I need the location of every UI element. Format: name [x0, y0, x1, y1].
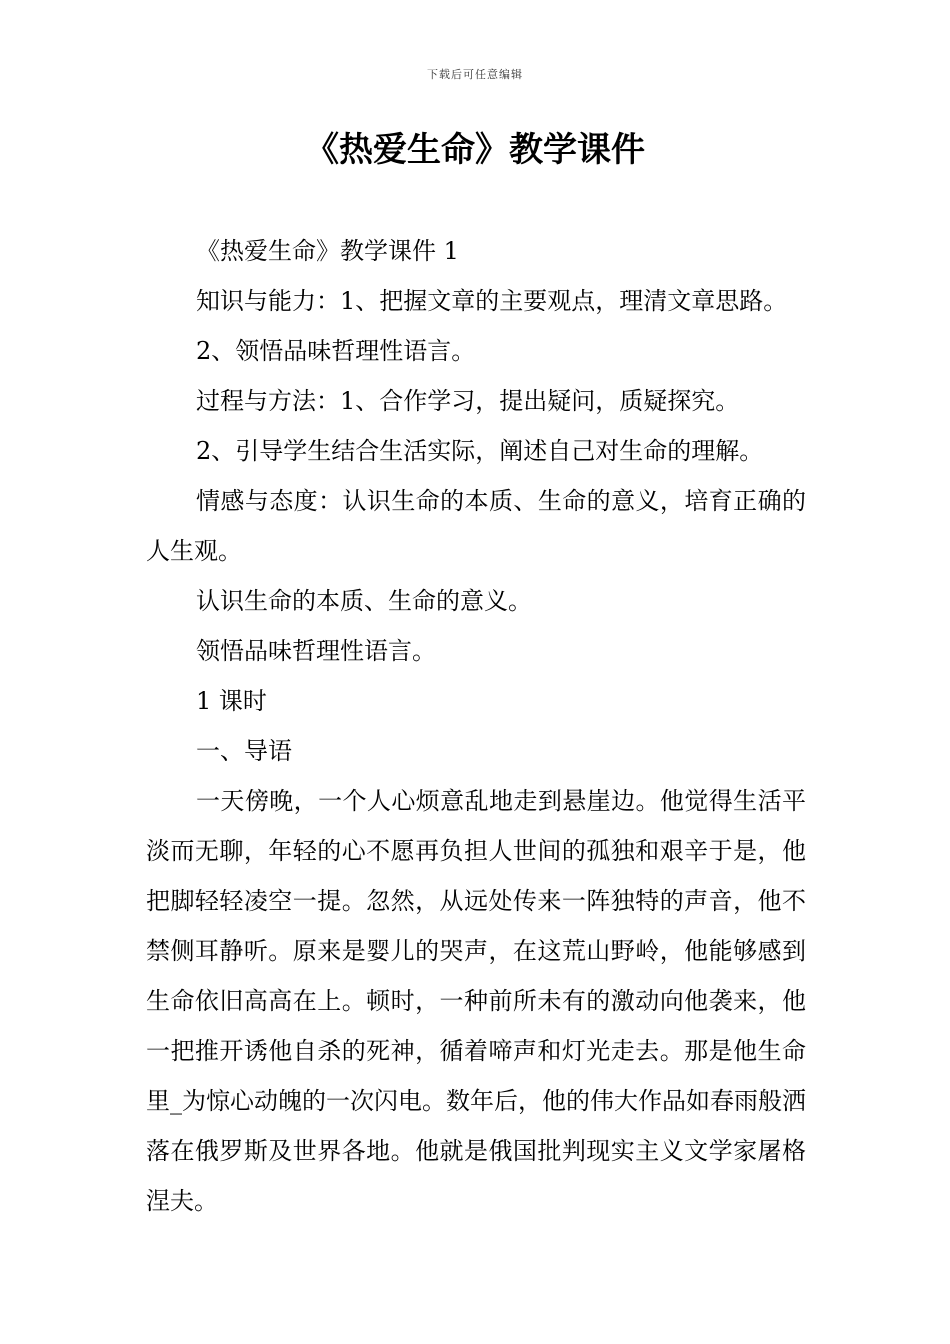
paragraph-section-heading: 一、导语 [196, 737, 292, 765]
paragraph-class-hours: 1 课时 [196, 687, 267, 715]
paragraph-key-point: 认识生命的本质、生命的意义。 [196, 587, 532, 615]
paragraph-guide-students: 2、引导学生结合生活实际，阐述自己对生命的理解。 [196, 437, 764, 465]
header-note: 下载后可任意编辑 [427, 68, 523, 81]
paragraph-introduction-story: 一天傍晚，一个人心烦意乱地走到悬崖边。他觉得生活平淡而无聊，年轻的心不愿再负担人世间的孤独和艰辛于是，他把脚轻轻凌空一提。忽然，从远处传来一阵独特的声音，他不禁侧耳静听。原来是婴儿的哭声，在这荒山野岭，他能够感到生命依旧高高在上。顿时，一种前所未有的激动向他袭来，他一把推开诱他自杀的死神，循着啼声和灯光走去。那是他生命里_为惊心动魄的一次闪电。数年后，他的伟大作品如春雨般洒落在俄罗斯及世界各地。他就是俄国批判现实主义文学家屠格涅夫。 [146, 787, 806, 1215]
paragraph-emotion-attitude: 情感与态度：认识生命的本质、生命的意义，培育正确的人生观。 [146, 487, 806, 565]
paragraph-difficulty: 领悟品味哲理性语言。 [196, 637, 436, 665]
paragraph-knowledge-ability: 知识与能力：1、把握文章的主要观点，理清文章思路。 [196, 287, 788, 315]
paragraph-process-method: 过程与方法：1、合作学习，提出疑问，质疑探究。 [196, 387, 740, 415]
paragraph-language-goal: 2、领悟品味哲理性语言。 [196, 337, 476, 365]
document-body [146, 226, 806, 1226]
document-title: 《热爱生命》教学课件 [305, 130, 645, 170]
paragraph-subtitle: 《热爱生命》教学课件 1 [196, 237, 459, 265]
